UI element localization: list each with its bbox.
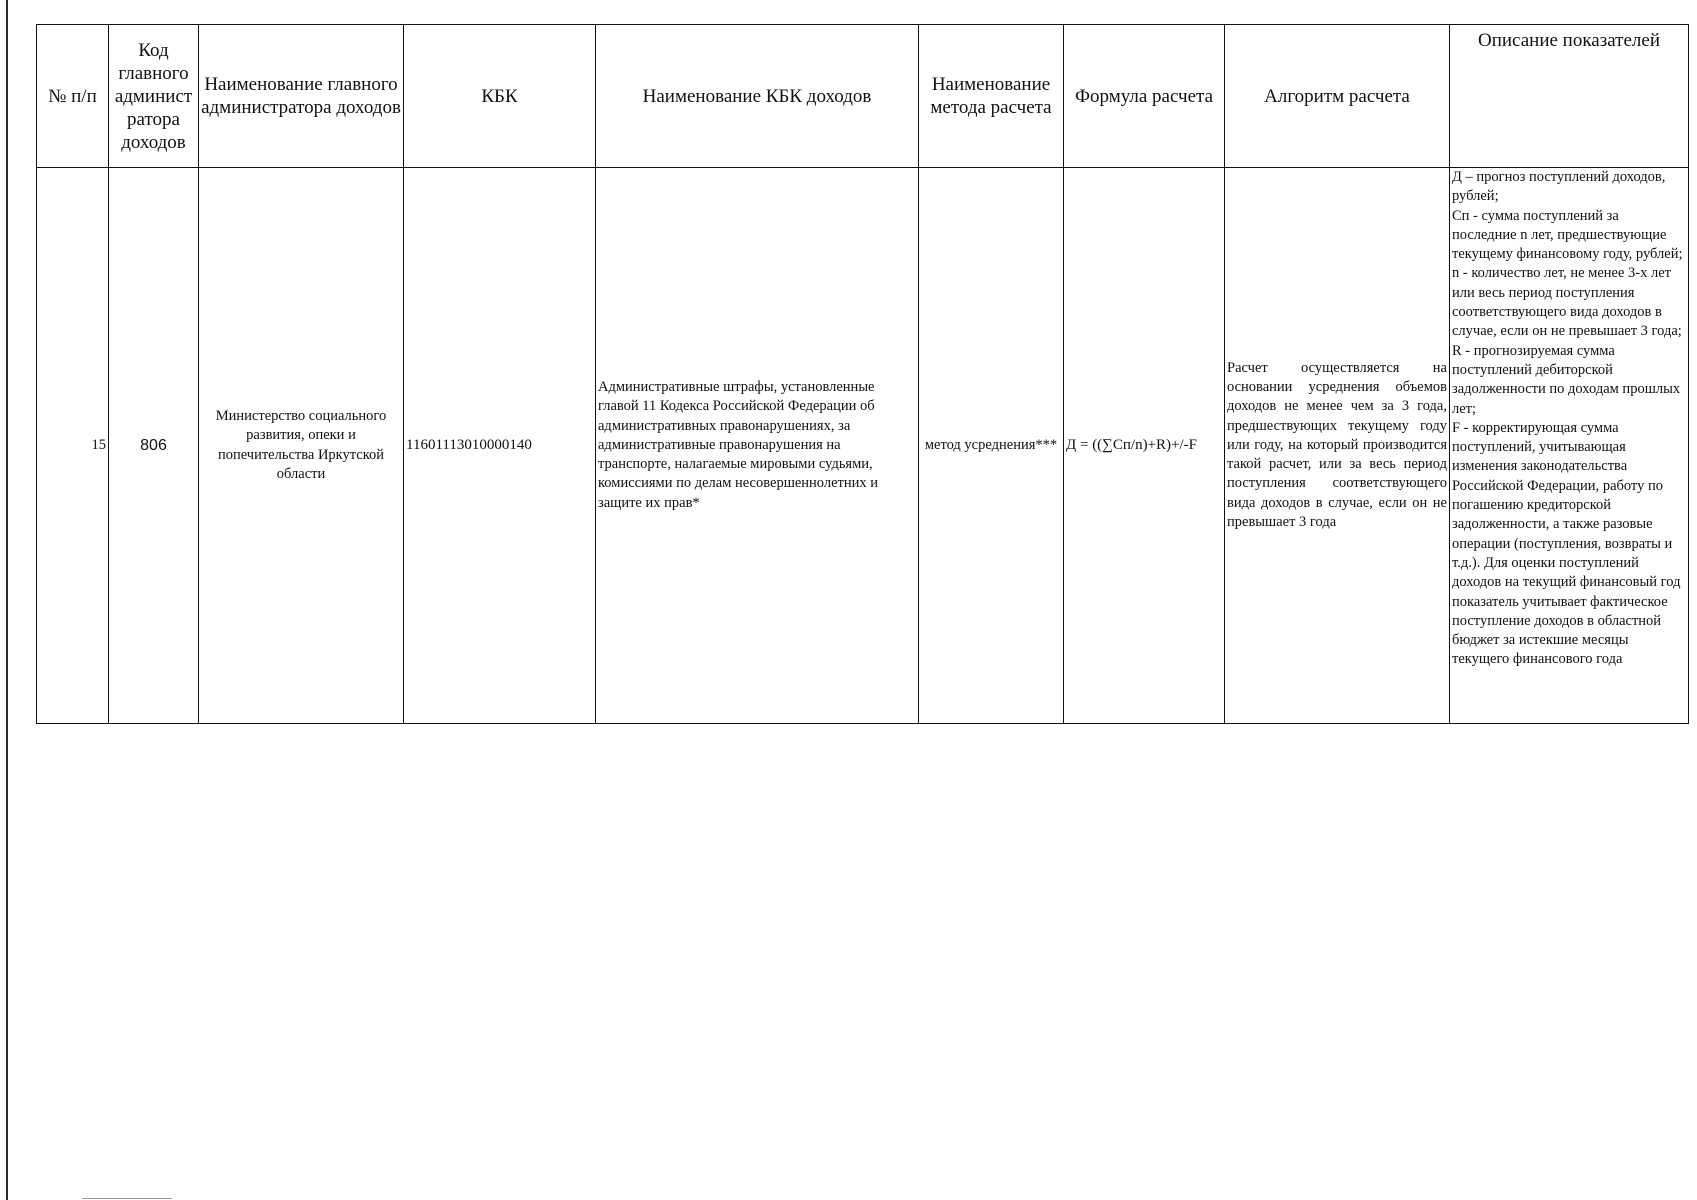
header-method: Наименование метода расчета — [919, 25, 1064, 168]
description-line-f: F - корректирующая сумма поступлений, учитывающая изменения законодательства Российской Федерации, работу по погашению кредиторской задолженности, а также разовые операции (поступления, возвраты и т.д.). Для оценки поступлений доходов на текущий финансовый год показатель учитывает фактическое поступление доходов в областной бюджет за истекшие месяцы текущего финансового года — [1452, 419, 1681, 668]
header-formula: Формула расчета — [1064, 25, 1225, 168]
cell-description — [1450, 168, 1689, 724]
cell-admin-code: 806 — [109, 168, 199, 724]
table-row — [37, 168, 1689, 724]
header-kbk-name: Наименование КБК доходов — [596, 25, 919, 168]
cell-algorithm: Расчет осуществляется на основании усреднения объемов доходов не менее чем за 3 года, предшествующих текущему году или году, на который производится такой расчет, или за весь период поступления соответствующего вида доходов в случае, если он не превышает 3 года — [1225, 168, 1450, 724]
header-num: № п/п — [37, 25, 109, 168]
scan-edge-line — [6, 0, 8, 1200]
scan-artifact — [82, 1198, 172, 1199]
revenue-method-table — [36, 24, 1689, 724]
cell-kbk-name: Административные штрафы, установленные главой 11 Кодекса Российской Федерации об административных правонарушениях, за административные правонарушения на транспорте, налагаемые мировыми судьями, комиссиями по делам несовершеннолетних и защите их прав* — [596, 168, 919, 724]
header-admin-code: Код главного админист ратора доходов — [109, 25, 199, 168]
cell-admin-name: Министерство социального развития, опеки и попечительства Иркутской области — [199, 168, 404, 724]
cell-formula: Д = ((∑Сп/n)+R)+/-F — [1064, 168, 1225, 724]
description-line-r: R - прогнозируемая сумма поступлений дебиторской задолженности по доходам прошлых лет; — [1452, 342, 1681, 417]
header-algorithm: Алгоритм расчета — [1225, 25, 1450, 168]
header-kbk: КБК — [404, 25, 596, 168]
description-line-n: n - количество лет, не менее 3-х лет или весь период поступления соответствующего вида доходов в случае, если он не превышает 3 года; — [1452, 265, 1682, 340]
cell-num: 15 — [37, 168, 109, 724]
header-admin-name: Наименование главного администратора доходов — [199, 25, 404, 168]
description-line-d: Д – прогноз поступлений доходов, рублей; — [1452, 169, 1666, 205]
description-line-sp: Сп - сумма поступлений за последние n лет, предшествующие текущему финансовому году, рублей; — [1452, 207, 1683, 263]
header-description: Описание показателей — [1450, 25, 1689, 168]
cell-method: метод усреднения*** — [919, 168, 1064, 724]
cell-kbk: 11601113010000140 — [404, 168, 596, 724]
header-row — [37, 25, 1689, 168]
